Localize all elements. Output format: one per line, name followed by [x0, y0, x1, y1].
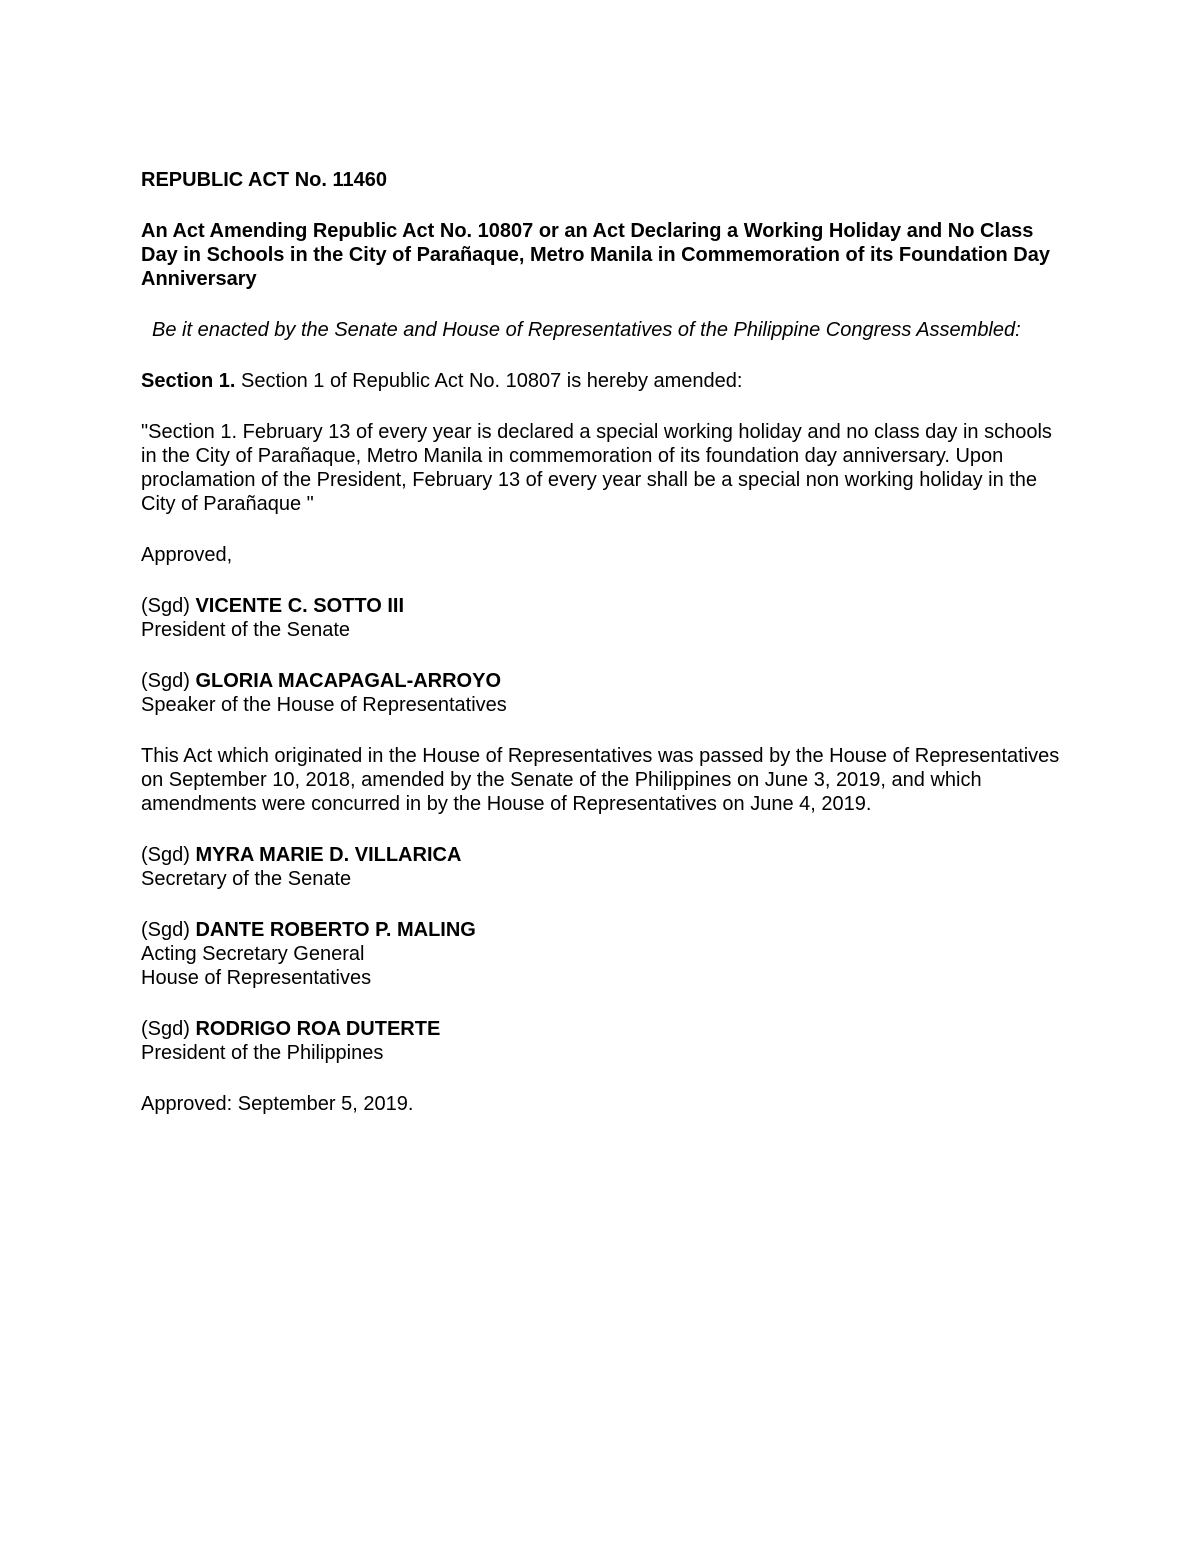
signatory-name: RODRIGO ROA DUTERTE	[195, 1018, 441, 1040]
signatory-signature-line	[141, 669, 1061, 693]
section-1-paragraph	[141, 369, 1061, 393]
signed-prefix: (Sgd)	[141, 844, 196, 866]
approved-intro: Approved,	[141, 544, 233, 566]
signed-prefix: (Sgd)	[141, 919, 196, 941]
signatory-title: Secretary of the Senate	[141, 868, 352, 890]
signatory-senate-secretary	[141, 843, 1061, 891]
signatory-title: President of the Philippines	[141, 1042, 384, 1064]
section-text: Section 1 of Republic Act No. 10807 is hereby amended:	[235, 370, 743, 392]
passage-note: This Act which originated in the House of Representatives was passed by the House of Representatives on September 10, 2018, amended by the Senate of the Philippines on June 3, 2019, and which amendments were concurred in by the House of Representatives on June 4, 2019.	[141, 745, 1060, 815]
document-body	[141, 168, 1061, 1116]
signatory-title: Speaker of the House of Representatives	[141, 694, 507, 716]
signatory-senate-president	[141, 594, 1061, 642]
signed-prefix: (Sgd)	[141, 1018, 196, 1040]
signatory-title: House of Representatives	[141, 967, 372, 989]
signatory-signature-line	[141, 918, 1061, 942]
signed-prefix: (Sgd)	[141, 670, 196, 692]
signatory-name: MYRA MARIE D. VILLARICA	[195, 844, 462, 866]
signatory-president	[141, 1017, 1061, 1065]
signatory-signature-line	[141, 594, 1061, 618]
signatory-name: DANTE ROBERTO P. MALING	[195, 919, 476, 941]
approval-date: Approved: September 5, 2019.	[141, 1093, 414, 1115]
enacting-clause: Be it enacted by the Senate and House of Representatives of the Philippine Congress Assembled:	[152, 319, 1021, 341]
section-label: Section 1.	[141, 370, 236, 392]
signatory-name: GLORIA MACAPAGAL-ARROYO	[195, 670, 502, 692]
signatory-title: Acting Secretary General	[141, 943, 365, 965]
signed-prefix: (Sgd)	[141, 595, 196, 617]
act-title: An Act Amending Republic Act No. 10807 or an Act Declaring a Working Holiday and No Class Day in Schools in the City of Parañaque, Metro Manila in Commemoration of its Foundation Day Anniversary	[141, 220, 1050, 290]
signatory-house-speaker	[141, 669, 1061, 717]
signatory-house-secretary-general	[141, 918, 1061, 990]
quoted-amended-section: "Section 1. February 13 of every year is declared a special working holiday and no class day in schools in the City of Parañaque, Metro Manila in commemoration of its foundation day anniversary. Upon proclamation of the President, February 13 of every year shall be a special non working holiday in the City of Parañaque "	[141, 421, 1052, 515]
signatory-signature-line	[141, 1017, 1061, 1041]
act-number: REPUBLIC ACT No. 11460	[141, 169, 387, 191]
signatory-name: VICENTE C. SOTTO III	[195, 595, 405, 617]
signatory-signature-line	[141, 843, 1061, 867]
signatory-title: President of the Senate	[141, 619, 351, 641]
